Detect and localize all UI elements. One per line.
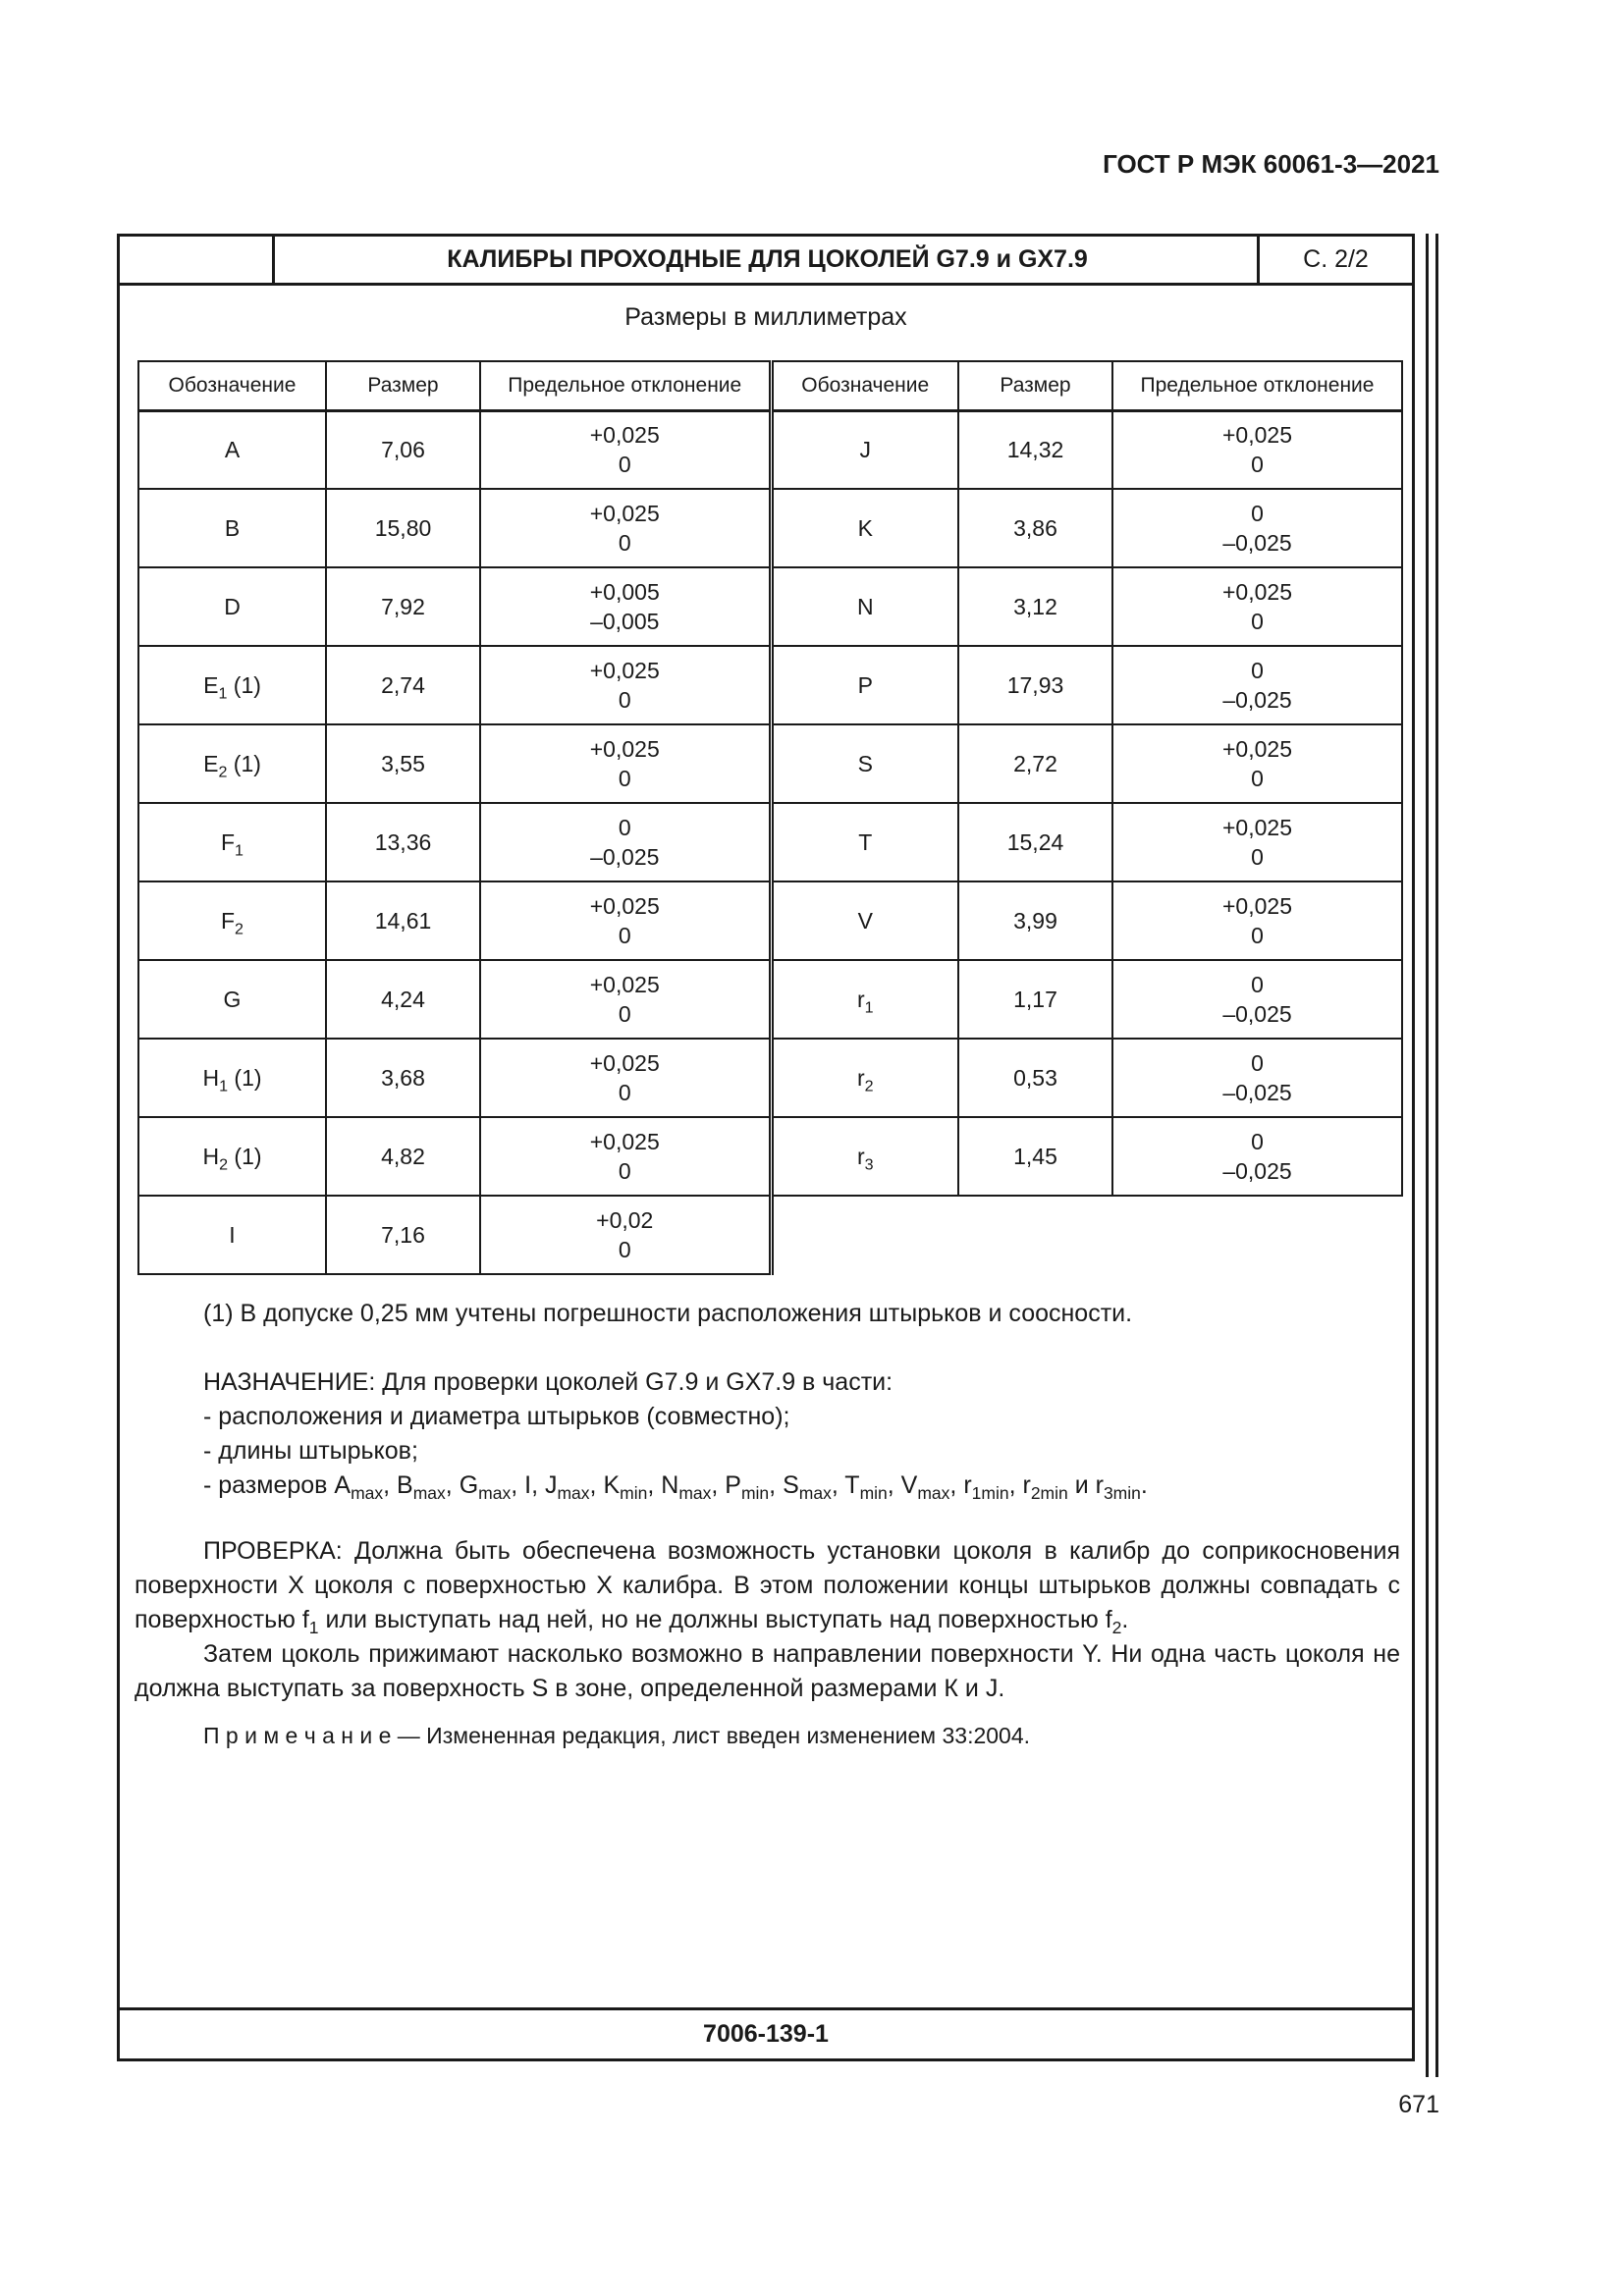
tolerance-lower: 0 xyxy=(618,1158,631,1184)
tolerance-lower: 0 xyxy=(618,1080,631,1105)
dimension-separator: , xyxy=(445,1471,460,1499)
size-cell: 4,82 xyxy=(326,1117,480,1196)
designation-subscript: 1 xyxy=(235,841,244,860)
dimension-symbol: A xyxy=(334,1471,352,1499)
tolerance-cell xyxy=(1112,1117,1402,1196)
tolerance-upper: 0 xyxy=(1251,501,1264,526)
tolerance-upper: 0 xyxy=(618,815,631,840)
sheet-frame xyxy=(117,234,1415,2061)
tolerance-lower: 0 xyxy=(618,452,631,478)
column-header: Размер xyxy=(958,361,1112,410)
designation-cell xyxy=(771,1117,958,1196)
dimension-separator: , xyxy=(949,1471,964,1499)
tolerance-cell xyxy=(1112,960,1402,1039)
table-row xyxy=(138,960,1402,1039)
tolerance-lower: –0,025 xyxy=(1222,687,1292,713)
designation-subscript: 1 xyxy=(864,998,874,1017)
designation-cell xyxy=(771,881,958,960)
size-cell: 13,36 xyxy=(326,803,480,881)
tolerance-upper: 0 xyxy=(1251,1129,1264,1154)
designation-cell xyxy=(771,724,958,803)
tolerance-lower: –0,025 xyxy=(1222,1158,1292,1184)
tolerance-lower: 0 xyxy=(618,687,631,713)
dimension-symbol: J xyxy=(544,1471,558,1499)
size-cell: 7,06 xyxy=(326,410,480,489)
table-row xyxy=(138,1196,1402,1274)
dimension-symbol: r xyxy=(963,1471,972,1499)
size-cell: 14,61 xyxy=(326,881,480,960)
designation-subscript: 1 xyxy=(218,684,228,703)
designation-cell xyxy=(138,803,326,881)
size-cell: 2,74 xyxy=(326,646,480,724)
designation-subscript: 2 xyxy=(219,1155,229,1174)
tolerance-cell xyxy=(1112,803,1402,881)
tolerance-lower: –0,025 xyxy=(590,844,660,870)
size-cell: 3,12 xyxy=(958,567,1112,646)
dimension-subscript: max xyxy=(351,1483,384,1504)
dimension-symbol: G xyxy=(459,1471,479,1499)
footnote: (1) В допуске 0,25 мм учтены погрешности расположения штырьков и соосности. xyxy=(203,1300,1133,1327)
tolerance-upper: +0,025 xyxy=(589,972,660,997)
designation-cell xyxy=(771,567,958,646)
tolerance-upper: +0,025 xyxy=(589,1129,660,1154)
dimension-separator: , xyxy=(831,1471,845,1499)
sheet-title-row xyxy=(120,237,1412,286)
designation-symbol: E xyxy=(203,751,219,776)
dimension-subscript: max xyxy=(478,1483,512,1504)
tolerance-cell xyxy=(480,1039,771,1117)
dimension-separator: , xyxy=(769,1471,784,1499)
check-section xyxy=(135,1534,1400,1706)
designation-cell xyxy=(138,1117,326,1196)
designation-symbol: E xyxy=(203,672,219,698)
size-cell: 0,53 xyxy=(958,1039,1112,1117)
designation-cell xyxy=(138,881,326,960)
note-text: — Измененная редакция, лист введен изменением 33:2004. xyxy=(391,1723,1031,1748)
column-header: Размер xyxy=(326,361,480,410)
tolerance-cell xyxy=(1112,1039,1402,1117)
designation-cell xyxy=(138,724,326,803)
tolerance-upper: +0,025 xyxy=(589,501,660,526)
designation-note: (1) xyxy=(227,672,261,698)
dimension-separator: , xyxy=(383,1471,398,1499)
tolerance-cell xyxy=(480,1117,771,1196)
dimension-separator: , xyxy=(511,1471,525,1499)
designation-cell xyxy=(138,1039,326,1117)
designation-cell xyxy=(771,1039,958,1117)
dimension-subscript: max xyxy=(412,1483,446,1504)
designation-cell xyxy=(771,960,958,1039)
dimension-subscript: max xyxy=(678,1483,712,1504)
designation-symbol: P xyxy=(857,672,873,698)
tolerance-lower: –0,025 xyxy=(1222,1080,1292,1105)
purpose-section xyxy=(203,1365,1400,1503)
designation-cell xyxy=(138,960,326,1039)
tolerance-lower: 0 xyxy=(618,1001,631,1027)
size-cell: 15,80 xyxy=(326,489,480,567)
designation-cell xyxy=(771,803,958,881)
table-body xyxy=(138,410,1402,1274)
tolerance-lower: 0 xyxy=(1251,844,1264,870)
dimension-separator: , xyxy=(1008,1471,1023,1499)
note-label: П р и м е ч а н и е xyxy=(203,1723,392,1748)
table-row xyxy=(138,803,1402,881)
designation-subscript: 2 xyxy=(218,763,228,781)
dimension-list xyxy=(334,1471,1148,1504)
column-header: Обозначение xyxy=(138,361,326,410)
tolerance-cell xyxy=(480,724,771,803)
purpose-item-prefix: - размеров xyxy=(203,1471,335,1499)
tolerance-cell xyxy=(1112,724,1402,803)
check-paragraph xyxy=(135,1534,1400,1637)
tolerance-cell xyxy=(480,567,771,646)
tolerance-lower: 0 xyxy=(618,530,631,556)
dimension-subscript: min xyxy=(620,1483,648,1504)
size-cell: 1,17 xyxy=(958,960,1112,1039)
check-paragraph: Затем цоколь прижимают насколько возможно в направлении поверхности Y. Ни одна часть цоколя не должна выступать за поверхность S в зоне, определенной размерами К и J. xyxy=(135,1640,1400,1702)
size-cell: 7,16 xyxy=(326,1196,480,1274)
table-row xyxy=(138,881,1402,960)
size-cell: 3,99 xyxy=(958,881,1112,960)
designation-symbol: I xyxy=(229,1222,236,1248)
title-blank-cell xyxy=(120,237,275,283)
designation-cell xyxy=(138,646,326,724)
dimension-symbol: P xyxy=(725,1471,741,1499)
size-cell: 4,24 xyxy=(326,960,480,1039)
designation-note: (1) xyxy=(227,751,261,776)
tolerance-lower: –0,025 xyxy=(1222,1001,1292,1027)
table-row xyxy=(138,646,1402,724)
tolerance-upper: 0 xyxy=(1251,1050,1264,1076)
designation-symbol: r xyxy=(856,1065,865,1091)
column-header: Обозначение xyxy=(771,361,958,410)
dimension-subscript: 3min xyxy=(1103,1483,1141,1504)
table-row xyxy=(138,489,1402,567)
dimension-separator: , xyxy=(589,1471,604,1499)
designation-cell xyxy=(771,646,958,724)
frame-rule xyxy=(1435,234,1438,2077)
dimension-symbol: T xyxy=(844,1471,860,1499)
size-cell: 3,68 xyxy=(326,1039,480,1117)
dimension-subscript: 2min xyxy=(1030,1483,1068,1504)
tolerance-upper: +0,02 xyxy=(596,1207,654,1233)
dimension-symbol: B xyxy=(397,1471,413,1499)
sheet-code: 7006-139-1 xyxy=(120,2007,1412,2058)
designation-note: (1) xyxy=(228,1144,262,1169)
designation-symbol: D xyxy=(224,594,241,619)
dimension-symbol: r xyxy=(1022,1471,1031,1499)
designation-symbol: F xyxy=(220,829,236,855)
designation-symbol: S xyxy=(857,751,873,776)
designation-note: (1) xyxy=(228,1065,262,1091)
tolerance-upper: +0,025 xyxy=(1222,579,1292,605)
dimensions-table-wrap xyxy=(137,360,1403,1275)
designation-symbol: K xyxy=(857,515,873,541)
designation-cell xyxy=(138,567,326,646)
column-header: Предельное отклонение xyxy=(1112,361,1402,410)
dimension-symbol: N xyxy=(661,1471,679,1499)
tolerance-cell xyxy=(1112,567,1402,646)
dimension-subscript: min xyxy=(740,1483,770,1504)
designation-symbol: B xyxy=(224,515,241,541)
tolerance-lower: 0 xyxy=(618,923,631,948)
page-number: 671 xyxy=(1398,2091,1439,2118)
dimension-separator: , xyxy=(887,1471,901,1499)
size-cell: 7,92 xyxy=(326,567,480,646)
tolerance-lower: 0 xyxy=(1251,923,1264,948)
dimension-subscript: max xyxy=(917,1483,950,1504)
sheet-page: С. 2/2 xyxy=(1257,237,1412,283)
tolerance-lower: 0 xyxy=(1251,452,1264,478)
column-header: Предельное отклонение xyxy=(480,361,771,410)
designation-symbol: A xyxy=(224,437,241,463)
designation-subscript: 1 xyxy=(219,1077,229,1095)
tolerance-cell xyxy=(1112,646,1402,724)
size-cell: 2,72 xyxy=(958,724,1112,803)
dimension-symbol: V xyxy=(900,1471,918,1499)
check-subscript: 1 xyxy=(308,1618,319,1638)
dimension-separator: , xyxy=(647,1471,662,1499)
tolerance-upper: +0,025 xyxy=(1222,893,1292,919)
dimension-symbol: r xyxy=(1095,1471,1104,1499)
designation-cell xyxy=(138,489,326,567)
empty-cell xyxy=(771,1196,1402,1274)
document-code: ГОСТ Р МЭК 60061-3—2021 xyxy=(1103,149,1439,179)
check-text: или выступать над ней, но не должны выступать над поверхностью f xyxy=(318,1606,1112,1633)
tolerance-upper: +0,025 xyxy=(589,658,660,683)
designation-cell xyxy=(771,410,958,489)
designation-subscript: 3 xyxy=(864,1155,874,1174)
tolerance-lower: 0 xyxy=(1251,766,1264,791)
dimension-symbol: K xyxy=(603,1471,621,1499)
dimension-separator: . xyxy=(1140,1471,1148,1499)
tolerance-lower: 0 xyxy=(1251,609,1264,634)
designation-symbol: r xyxy=(856,1144,865,1169)
dimension-separator: и xyxy=(1067,1471,1096,1499)
dimension-symbol: S xyxy=(783,1471,799,1499)
purpose-item: - длины штырьков; xyxy=(203,1437,418,1465)
designation-symbol: H xyxy=(202,1144,220,1169)
size-cell: 1,45 xyxy=(958,1117,1112,1196)
dimension-subscript: 1min xyxy=(971,1483,1009,1504)
tolerance-cell xyxy=(480,1196,771,1274)
designation-symbol: F xyxy=(220,908,236,934)
tolerance-cell xyxy=(1112,410,1402,489)
designation-symbol: N xyxy=(856,594,874,619)
dimension-subscript: min xyxy=(859,1483,888,1504)
tolerance-upper: +0,025 xyxy=(589,893,660,919)
check-text: ПРОВЕРКА: Должна быть обеспечена возможность установки цоколя в калибр до соприкосновения поверхности X цоколя с поверхностью X калибра. В этом положении концы штырьков должны совпадать с поверхностью f xyxy=(135,1537,1400,1633)
dimensions-table xyxy=(137,360,1403,1275)
designation-cell xyxy=(138,410,326,489)
note xyxy=(203,1719,1400,1753)
table-row xyxy=(138,1117,1402,1196)
tolerance-upper: 0 xyxy=(1251,658,1264,683)
tolerance-cell xyxy=(480,489,771,567)
units-caption: Размеры в миллиметрах xyxy=(624,303,907,331)
tolerance-lower: 0 xyxy=(618,1237,631,1262)
check-subscript: 2 xyxy=(1111,1618,1122,1638)
frame-rule xyxy=(1426,234,1429,2077)
tolerance-cell xyxy=(1112,489,1402,567)
table-row xyxy=(138,410,1402,489)
tolerance-cell xyxy=(1112,881,1402,960)
designation-subscript: 2 xyxy=(864,1077,874,1095)
size-cell: 17,93 xyxy=(958,646,1112,724)
tolerance-lower: 0 xyxy=(618,766,631,791)
tolerance-upper: +0,025 xyxy=(589,422,660,449)
table-header-row xyxy=(138,361,1402,410)
purpose-item xyxy=(203,1468,1400,1503)
tolerance-upper: 0 xyxy=(1251,972,1264,997)
tolerance-cell xyxy=(480,803,771,881)
purpose-item: - расположения и диаметра штырьков (совместно); xyxy=(203,1403,790,1430)
designation-symbol: H xyxy=(202,1065,220,1091)
designation-symbol: T xyxy=(858,829,873,855)
designation-symbol: J xyxy=(859,437,871,463)
size-cell: 14,32 xyxy=(958,410,1112,489)
tolerance-upper: +0,025 xyxy=(589,736,660,762)
table-row xyxy=(138,567,1402,646)
table-row xyxy=(138,1039,1402,1117)
designation-symbol: r xyxy=(856,987,865,1012)
tolerance-upper: +0,025 xyxy=(1222,422,1292,449)
size-cell: 3,86 xyxy=(958,489,1112,567)
dimension-separator: , xyxy=(711,1471,726,1499)
tolerance-cell xyxy=(480,410,771,489)
tolerance-upper: +0,005 xyxy=(589,579,660,605)
dimension-separator: , xyxy=(531,1471,545,1499)
table-row xyxy=(138,724,1402,803)
tolerance-upper: +0,025 xyxy=(1222,815,1292,840)
size-cell: 15,24 xyxy=(958,803,1112,881)
tolerance-lower: –0,005 xyxy=(590,609,660,634)
tolerance-upper: +0,025 xyxy=(589,1050,660,1076)
tolerance-cell xyxy=(480,960,771,1039)
purpose-heading: НАЗНАЧЕНИЕ: Для проверки цоколей G7.9 и GX7.9 в части: xyxy=(203,1368,893,1396)
tolerance-cell xyxy=(480,881,771,960)
designation-symbol: G xyxy=(223,987,242,1012)
sheet-title: КАЛИБРЫ ПРОХОДНЫЕ ДЛЯ ЦОКОЛЕЙ G7.9 и GX7.9 xyxy=(447,245,1088,273)
check-text: . xyxy=(1121,1606,1129,1633)
size-cell: 3,55 xyxy=(326,724,480,803)
designation-symbol: V xyxy=(857,908,873,934)
designation-cell xyxy=(138,1196,326,1274)
designation-cell xyxy=(771,489,958,567)
tolerance-upper: +0,025 xyxy=(1222,736,1292,762)
tolerance-lower: –0,025 xyxy=(1222,530,1292,556)
dimension-subscript: max xyxy=(798,1483,832,1504)
tolerance-cell xyxy=(480,646,771,724)
dimension-symbol: I xyxy=(524,1471,532,1499)
designation-subscript: 2 xyxy=(235,920,244,938)
dimension-subscript: max xyxy=(557,1483,590,1504)
